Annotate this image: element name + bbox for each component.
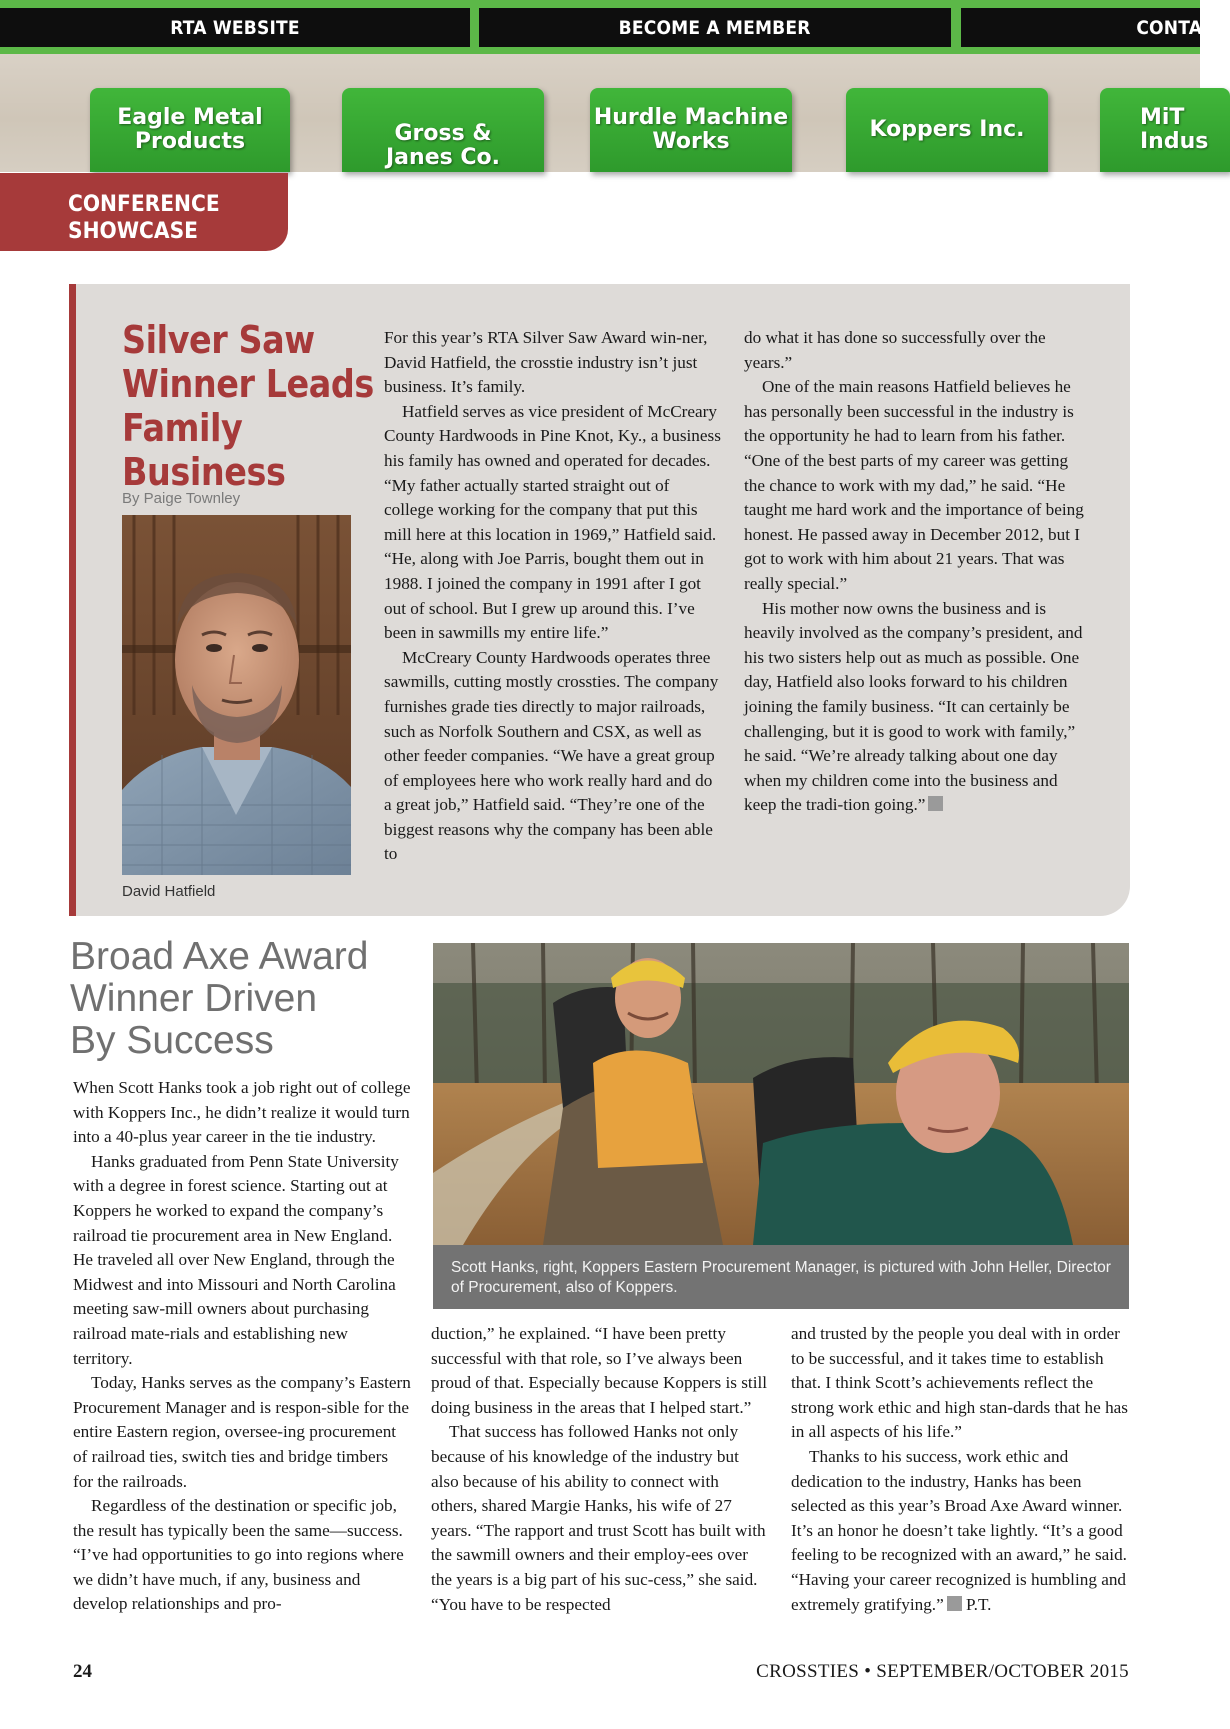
author-initials: P.T. — [966, 1594, 992, 1614]
article1-column-2 — [744, 326, 1084, 818]
headline-line: Silver Saw — [122, 318, 315, 362]
article1-headline — [122, 318, 374, 494]
paragraph: His mother now owns the business and is heavily involved as the company’s president, and his two sisters help out as much as possible. One day, Hatfield also looks forward to his children joining the family business. “It can certainly be challenging, but it is good to work with family,” he said. “We’re already talking about one day when my children come into the business and keep the tradi-tion going.” — [744, 598, 1083, 815]
sponsor-name: Koppers Inc. — [869, 117, 1025, 142]
sponsor-name: Eagle Metal — [117, 105, 263, 130]
sponsor-name: Products — [134, 129, 246, 154]
sponsor-tab-mit-industries[interactable] — [1100, 88, 1230, 172]
article2-column-1 — [73, 1076, 411, 1617]
sponsor-tab-gross-janes[interactable] — [342, 88, 544, 172]
paragraph: For this year’s RTA Silver Saw Award win-ner, David Hatfield, the crosstie industry isn’t just business. It’s family. — [384, 328, 708, 397]
paragraph: That success has followed Hanks not only because of his knowledge of the industry but also because of his ability to connect with others, shared Margie Hanks, his wife of 27 years. “The rapport and trust Scott has built with the sawmill owners and their employ-ees over the years is a big part of his suc-cess,” she said. “You have to be respected — [431, 1422, 766, 1614]
nav-label: CONTA — [1136, 16, 1202, 39]
sponsor-name: Janes Co. — [386, 145, 500, 170]
end-mark-icon — [928, 796, 943, 811]
page-number: 24 — [73, 1661, 92, 1682]
paragraph: do what it has done so successfully over the years.” — [744, 328, 1046, 372]
david-hatfield-photo — [122, 515, 351, 875]
paragraph: When Scott Hanks took a job right out of college with Koppers Inc., he didn’t realize it would turn into a 40-plus year career in the tie industry. — [73, 1078, 411, 1147]
sponsor-name: Indus — [1140, 129, 1209, 154]
headline-line: By Success — [70, 1019, 274, 1062]
article1-column-1 — [384, 326, 722, 867]
paragraph: and trusted by the people you deal with in order to be successful, and it takes time to establish that. I think Scott’s achievements reflect the strong work ethic and high stan-dards that he has in all aspects of his life.” — [791, 1324, 1128, 1442]
article2-headline — [70, 936, 400, 1062]
article2-column-2 — [431, 1322, 769, 1617]
paragraph: Regardless of the destination or specific job, the result has typically been the same—success. “I’ve had opportunities to go into regions where we didn’t have much, if any, business and develop relationships and pro- — [73, 1496, 404, 1614]
nav-rta-website-button[interactable] — [0, 8, 470, 47]
nav-label: BECOME A MEMBER — [619, 16, 811, 39]
sponsor-name: Hurdle Machine — [593, 105, 789, 130]
headline-line: Broad Axe Award — [70, 935, 369, 978]
section-label-line: SHOWCASE — [68, 219, 198, 244]
paragraph: Today, Hanks serves as the company’s Eastern Procurement Manager and is respon-sible for the entire Eastern region, oversee-ing procurement of railroad ties, switch ties and bridge timbers for the railroads. — [73, 1373, 411, 1491]
headline-line: Winner Leads — [122, 362, 374, 406]
paragraph: McCreary County Hardwoods operates three sawmills, cutting mostly crossties. The company furnishes grade ties directly to major railroads, such as Norfolk Southern and CSX, as well as other feeder companies. “We have a great group of employees here who work really hard and do a great job,” Hatfield said. “They’re one of the biggest reasons why the company has been able to — [384, 647, 719, 864]
paragraph: duction,” he explained. “I have been pretty successful with that role, so I’ve always been proud of that. Especially because Koppers is still doing business in the areas that I helped start.” — [431, 1324, 768, 1417]
sponsor-tab-hurdle-machine[interactable] — [590, 88, 792, 172]
section-label — [0, 173, 288, 251]
sponsor-name: MiT — [1140, 105, 1185, 130]
article2-column-3 — [791, 1322, 1129, 1617]
paragraph: Hatfield serves as vice president of McCreary County Hardwoods in Pine Knot, Ky., a business his family has owned and operated for decades. “My father actually started straight out of college working for the company that put this mill here at this location in 1969,” Hatfield said. “He, along with Joe Parris, bought them out in 1988. I joined the company in 1991 after I got out of school. But I grew up around this. I’ve been in sawmills my entire life.” — [384, 401, 721, 643]
section-label-line: CONFERENCE — [68, 192, 220, 217]
paragraph: Thanks to his success, work ethic and dedication to the industry, Hanks has been selected as this year’s Broad Axe Award winner. It’s an honor he doesn’t take lightly. “It’s a good feeling to be recognized with an award,” he said. “Having your career recognized is humbling and extremely gratifying.” — [791, 1446, 1127, 1614]
sponsor-tab-koppers[interactable] — [846, 88, 1048, 172]
article1-byline: By Paige Townley — [122, 490, 241, 507]
scott-hanks-photo — [433, 943, 1129, 1245]
photo-caption: Scott Hanks, right, Koppers Eastern Procurement Manager, is pictured with John Heller, Director of Procurement, also of Koppers. — [433, 1245, 1129, 1309]
photo-caption: David Hatfield — [122, 883, 216, 900]
top-nav-bar — [0, 0, 1200, 54]
end-mark-icon — [947, 1596, 962, 1611]
headline-line: Business — [122, 450, 286, 494]
nav-contact-button[interactable] — [961, 8, 1200, 47]
sponsor-name: Gross & — [394, 121, 492, 146]
nav-become-member-button[interactable] — [479, 8, 951, 47]
headline-line: Winner Driven — [70, 977, 318, 1020]
publication-footer: CROSSTIES • SEPTEMBER/OCTOBER 2015 — [756, 1661, 1129, 1682]
headline-line: Family — [122, 406, 243, 450]
sponsor-tab-eagle-metal[interactable] — [90, 88, 290, 172]
nav-label: RTA WEBSITE — [170, 16, 300, 39]
paragraph: Hanks graduated from Penn State University with a degree in forest science. Starting out at Koppers he worked to expand the company’s railroad tie procurement area in New England. He traveled all over New England, through the Midwest and into Missouri and North Carolina meeting saw-mill owners about purchasing railroad mate-rials and establishing new territory. — [73, 1151, 399, 1368]
paragraph: One of the main reasons Hatfield believes he has personally been successful in the industry is the opportunity he had to learn from his father. “One of the best parts of my career was getting the chance to work with my dad,” he said. “He taught me hard work and the importance of being honest. He passed away in December 2012, but I got to work with him about 21 years. That was really special.” — [744, 377, 1084, 593]
sponsor-ribbon — [0, 54, 1209, 172]
sponsor-name: Works — [652, 129, 730, 154]
